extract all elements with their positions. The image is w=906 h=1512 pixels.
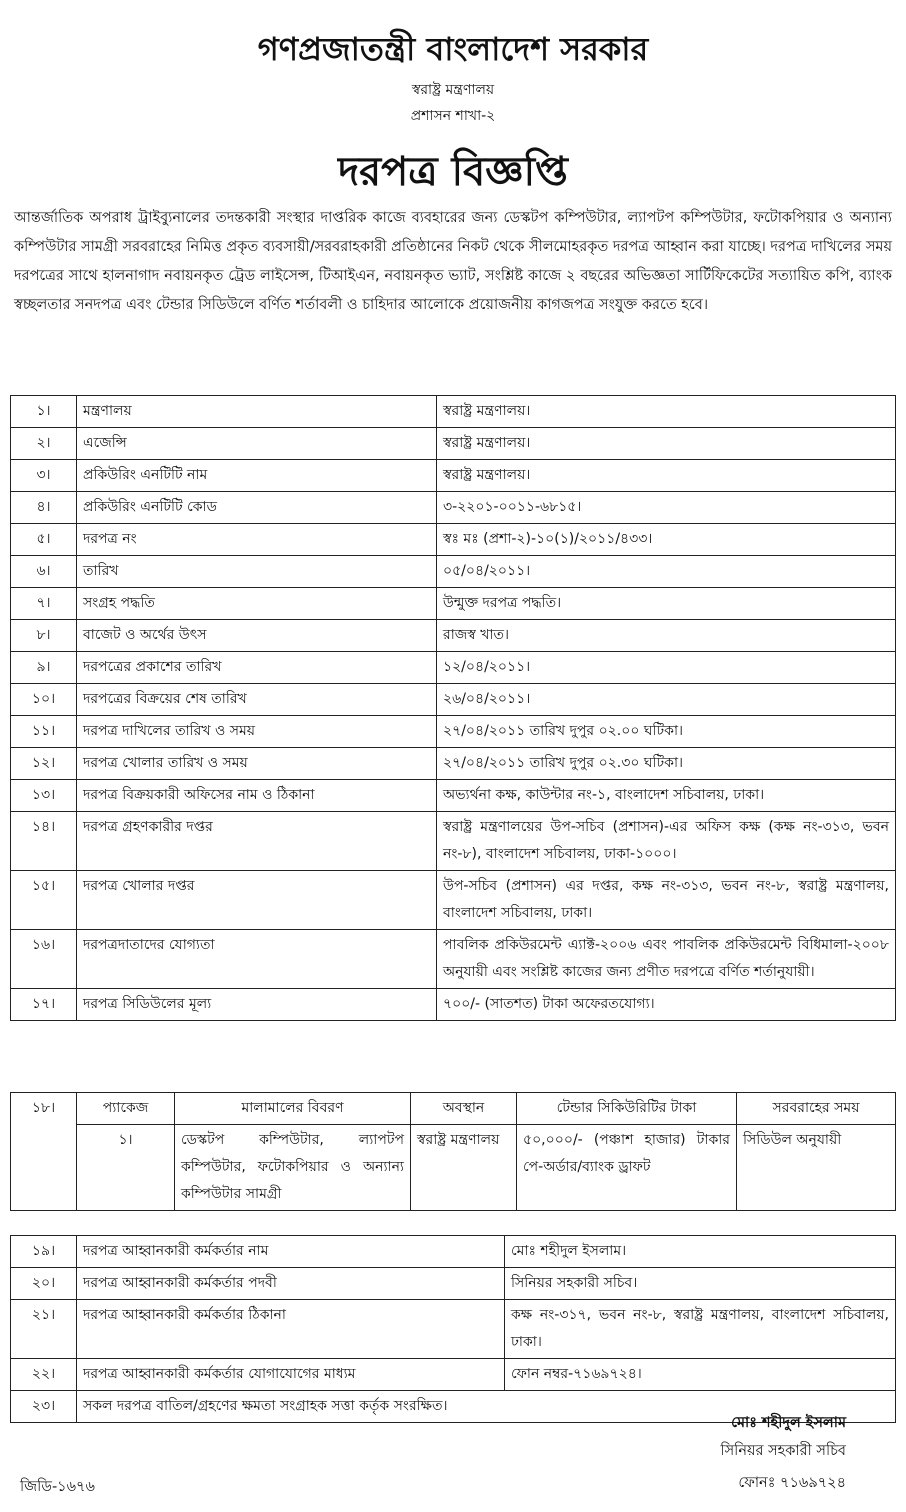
government-title: গণপ্রজাতন্ত্রী বাংলাদেশ সরকার — [257, 30, 649, 68]
row-number: ১৩। — [11, 780, 77, 812]
row-label: দরপত্র আহ্বানকারী কর্মকর্তার পদবী — [77, 1268, 505, 1300]
header-description: মালামালের বিবরণ — [175, 1093, 411, 1125]
row-label: দরপত্র আহ্বানকারী কর্মকর্তার ঠিকানা — [77, 1300, 505, 1359]
row-number: ২২। — [11, 1359, 77, 1391]
row-label: দরপত্রের বিক্রয়ের শেষ তারিখ — [77, 684, 437, 716]
details-table — [10, 395, 896, 1021]
row-value: ফোন নম্বর-৭১৬৯৭২৪। — [505, 1359, 896, 1391]
row-label: এজেন্সি — [77, 428, 437, 460]
row-number: ৮। — [11, 620, 77, 652]
row-number: ২০। — [11, 1268, 77, 1300]
row-number: ১৬। — [11, 930, 77, 989]
row-value: স্বরাষ্ট্র মন্ত্রণালয়। — [437, 396, 896, 428]
row-label: দরপত্র আহ্বানকারী কর্মকর্তার নাম — [77, 1236, 505, 1268]
package-number: ১। — [77, 1125, 175, 1211]
table-row — [11, 620, 896, 652]
table-row — [11, 989, 896, 1021]
table-row — [11, 812, 896, 871]
row-number: ১৮। — [11, 1093, 77, 1211]
table-row — [11, 716, 896, 748]
row-value: সিনিয়র সহকারী সচিব। — [505, 1268, 896, 1300]
table-row — [11, 588, 896, 620]
row-number: ৪। — [11, 492, 77, 524]
officer-table — [10, 1235, 896, 1423]
row-value: ২৬/০৪/২০১১। — [437, 684, 896, 716]
table-row — [11, 460, 896, 492]
row-label: দরপত্র খোলার দপ্তর — [77, 871, 437, 930]
row-value: স্বরাষ্ট্র মন্ত্রণালয়। — [437, 460, 896, 492]
row-value: রাজস্ব খাত। — [437, 620, 896, 652]
package-table — [10, 1092, 896, 1211]
row-label: দরপত্র দাখিলের তারিখ ও সময় — [77, 716, 437, 748]
row-number: ১৯। — [11, 1236, 77, 1268]
table-row — [11, 748, 896, 780]
header-location: অবস্থান — [411, 1093, 517, 1125]
row-value: ০৫/০৪/২০১১। — [437, 556, 896, 588]
row-value: অভ্যর্থনা কক্ষ, কাউন্টার নং-১, বাংলাদেশ সচিবালয়, ঢাকা। — [437, 780, 896, 812]
table-row — [11, 1268, 896, 1300]
row-value: ২৭/০৪/২০১১ তারিখ দুপুর ০২.০০ ঘটিকা। — [437, 716, 896, 748]
row-number: ১৪। — [11, 812, 77, 871]
row-label: তারিখ — [77, 556, 437, 588]
package-delivery: সিডিউল অনুযায়ী — [737, 1125, 896, 1211]
row-value: ২৭/০৪/২০১১ তারিখ দুপুর ০২.৩০ ঘটিকা। — [437, 748, 896, 780]
table-row — [11, 1125, 896, 1211]
row-number: ২। — [11, 428, 77, 460]
package-security: ৫০,০০০/- (পঞ্চাশ হাজার) টাকার পে-অর্ডার/ব্যাংক ড্রাফট — [517, 1125, 737, 1211]
row-label: মন্ত্রণালয় — [77, 396, 437, 428]
table-row — [11, 428, 896, 460]
header-delivery: সরবরাহের সময় — [737, 1093, 896, 1125]
row-label: বাজেট ও অর্থের উৎস — [77, 620, 437, 652]
signature-phone: ফোনঃ ৭১৬৯৭২৪ — [738, 1475, 846, 1491]
table-row — [11, 1359, 896, 1391]
row-label: দরপত্র বিক্রয়কারী অফিসের নাম ও ঠিকানা — [77, 780, 437, 812]
table-row — [11, 1236, 896, 1268]
row-number: ১৫। — [11, 871, 77, 930]
row-label: দরপত্রদাতাদের যোগ্যতা — [77, 930, 437, 989]
package-location: স্বরাষ্ট্র মন্ত্রণালয় — [411, 1125, 517, 1211]
row-value: পাবলিক প্রকিউরমেন্ট এ্যাক্ট-২০০৬ এবং পাবলিক প্রকিউরমেন্ট বিধিমালা-২০০৮ অনুযায়ী এবং সংশ্লিষ্ট কাজের জন্য প্রণীত দরপত্রে বর্ণিত শর্তানুযায়ী। — [437, 930, 896, 989]
ministry-name: স্বরাষ্ট্র মন্ত্রণালয় — [411, 82, 495, 98]
row-number: ৬। — [11, 556, 77, 588]
table-row — [11, 871, 896, 930]
table-row — [11, 684, 896, 716]
signature-designation: সিনিয়র সহকারী সচিব — [720, 1443, 846, 1459]
row-number: ১০। — [11, 684, 77, 716]
row-label: দরপত্র খোলার তারিখ ও সময় — [77, 748, 437, 780]
row-number: ২১। — [11, 1300, 77, 1359]
table-row — [11, 1093, 896, 1125]
row-number: ১। — [11, 396, 77, 428]
row-value: কক্ষ নং-৩১৭, ভবন নং-৮, স্বরাষ্ট্র মন্ত্রণালয়, বাংলাদেশ সচিবালয়, ঢাকা। — [505, 1300, 896, 1359]
table-row — [11, 930, 896, 989]
row-label: দরপত্র গ্রহণকারীর দপ্তর — [77, 812, 437, 871]
row-label: দরপত্র আহ্বানকারী কর্মকর্তার যোগাযোগের মাধ্যম — [77, 1359, 505, 1391]
table-row — [11, 1300, 896, 1359]
branch-name: প্রশাসন শাখা-২ — [410, 108, 496, 124]
table-row — [11, 492, 896, 524]
row-number: ৭। — [11, 588, 77, 620]
row-label: দরপত্র সিডিউলের মূল্য — [77, 989, 437, 1021]
row-label: সংগ্রহ পদ্ধতি — [77, 588, 437, 620]
table-row — [11, 780, 896, 812]
row-number: ৯। — [11, 652, 77, 684]
row-number: ১৭। — [11, 989, 77, 1021]
row-value: ৭০০/- (সাতশত) টাকা অফেরতযোগ্য। — [437, 989, 896, 1021]
row-label: দরপত্রের প্রকাশের তারিখ — [77, 652, 437, 684]
intro-paragraph: আন্তর্জাতিক অপরাধ ট্রাইব্যুনালের তদন্তকারী সংস্থার দাপ্তরিক কাজে ব্যবহারের জন্য ডেস্কটপ কম্পিউটার, ল্যাপটপ কম্পিউটার, ফটোকপিয়ার ও অন্যান্য কম্পিউটার সামগ্রী সরবরাহের নিমিত্ত প্রকৃত ব্যবসায়ী/সরবরাহকারী প্রতিষ্ঠানের নিকট থেকে সীলমোহরকৃত দরপত্র আহ্বান করা যাচ্ছে। দরপত্র দাখিলের সময় দরপত্রের সাথে হালনাগাদ নবায়নকৃত ট্রেড লাইসেন্স, টিআইএন, নবায়নকৃত ভ্যাট, সংশ্লিষ্ট কাজে ২ বছরের অভিজ্ঞতা সার্টিফিকেটের সত্যায়িত কপি, ব্যাংক স্বচ্ছলতার সনদপত্র এবং টেন্ডার সিডিউলে বর্ণিত শর্তাবলী ও চাহিদার আলোকে প্রয়োজনীয় কাগজপত্র সংযুক্ত করতে হবে। — [14, 210, 892, 313]
table-row — [11, 524, 896, 556]
row-number: ১২। — [11, 748, 77, 780]
table-row — [11, 396, 896, 428]
table-row — [11, 652, 896, 684]
row-value: উন্মুক্ত দরপত্র পদ্ধতি। — [437, 588, 896, 620]
row-text: সকল দরপত্র বাতিল/গ্রহণের ক্ষমতা সংগ্রাহক সত্তা কর্তৃক সংরক্ষিত। — [77, 1391, 896, 1423]
signature-name: মোঃ শহীদুল ইসলাম — [731, 1415, 846, 1431]
gd-number: জিডি-১৬৭৬ — [20, 1479, 95, 1495]
row-value: স্বরাষ্ট্র মন্ত্রণালয়। — [437, 428, 896, 460]
row-value: মোঃ শহীদুল ইসলাম। — [505, 1236, 896, 1268]
header-security: টেন্ডার সিকিউরিটির টাকা — [517, 1093, 737, 1125]
row-number: ২৩। — [11, 1391, 77, 1423]
row-value: স্বরাষ্ট্র মন্ত্রণালয়ের উপ-সচিব (প্রশাসন)-এর অফিস কক্ষ (কক্ষ নং-৩১৩, ভবন নং-৮), বাংলাদেশ সচিবালয়, ঢাকা-১০০০। — [437, 812, 896, 871]
row-number: ১১। — [11, 716, 77, 748]
row-label: প্রকিউরিং এনটিটি কোড — [77, 492, 437, 524]
row-label: প্রকিউরিং এনটিটি নাম — [77, 460, 437, 492]
row-value: স্বঃ মঃ (প্রশা-২)-১০(১)/২০১১/৪৩৩। — [437, 524, 896, 556]
row-number: ৩। — [11, 460, 77, 492]
package-description: ডেস্কটপ কম্পিউটার, ল্যাপটপ কম্পিউটার, ফটোকপিয়ার ও অন্যান্য কম্পিউটার সামগ্রী — [175, 1125, 411, 1211]
row-value: ১২/০৪/২০১১। — [437, 652, 896, 684]
row-label: দরপত্র নং — [77, 524, 437, 556]
row-value: উপ-সচিব (প্রশাসন) এর দপ্তর, কক্ষ নং-৩১৩, ভবন নং-৮, স্বরাষ্ট্র মন্ত্রণালয়, বাংলাদেশ সচিবালয়, ঢাকা। — [437, 871, 896, 930]
row-number: ৫। — [11, 524, 77, 556]
notice-heading: দরপত্র বিজ্ঞপ্তি — [338, 149, 568, 195]
table-row — [11, 556, 896, 588]
header-package: প্যাকেজ — [77, 1093, 175, 1125]
row-value: ৩-২২০১-০০১১-৬৮১৫। — [437, 492, 896, 524]
